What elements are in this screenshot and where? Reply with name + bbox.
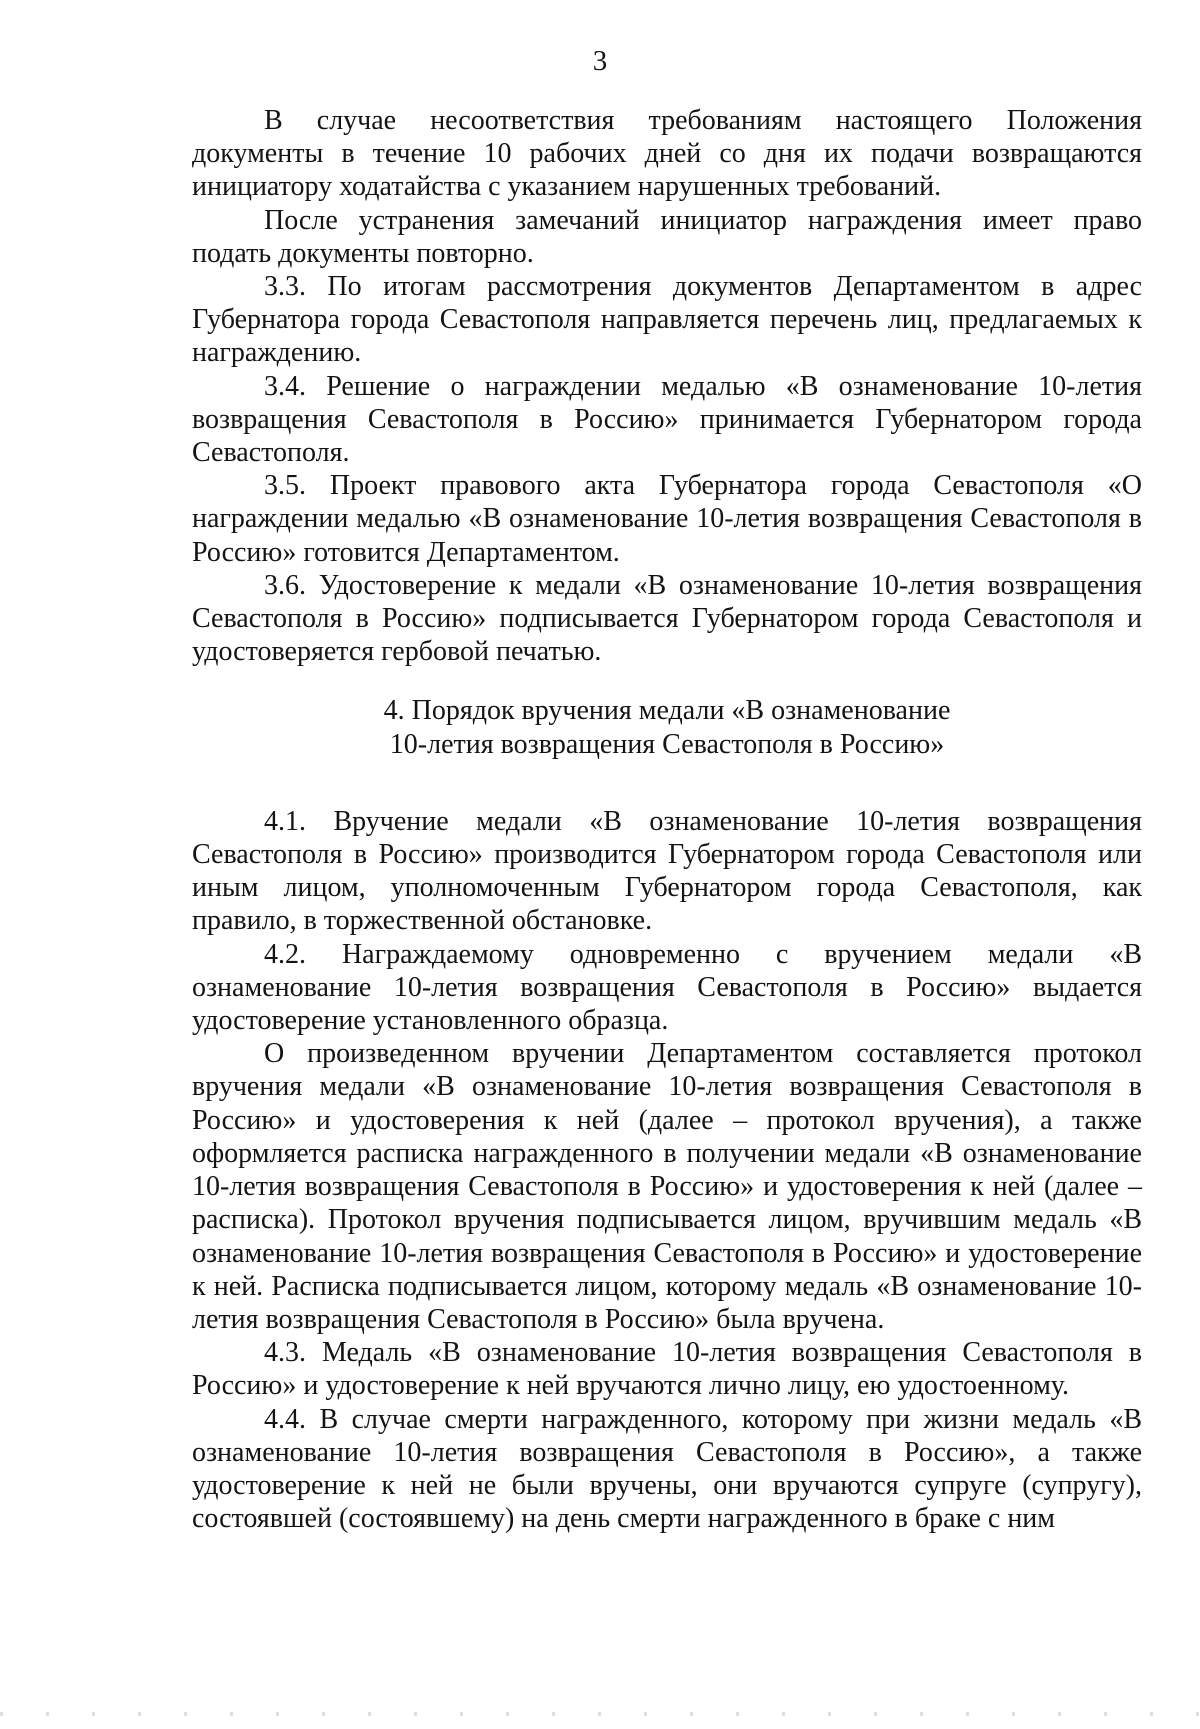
document-body [192,104,1142,1535]
paragraph-4-2-protocol: О произведенном вручении Департаментом составляется протокол вручения медали «В ознаменование 10-летия возвращения Севастополя в Россию» и удостоверения к ней (далее – протокол вручения), а также оформляется расписка награжденного в получении медали «В ознаменование 10-летия возвращения Севастополя в Россию» и удостоверения к ней (далее – расписка). Протокол вручения подписывается лицом, вручившим медаль «В ознаменование 10-летия возвращения Севастополя в Россию» и удостоверение к ней. Расписка подписывается лицом, которому медаль «В ознаменование 10-летия возвращения Севастополя в Россию» была вручена. [192,1038,1142,1335]
section-heading-line-2: 10-летия возвращения Севастополя в Россию» [389,728,945,760]
paragraph-4-4: 4.4. В случае смерти награжденного, которому при жизни медаль «В ознаменование 10-летия возвращения Севастополя в Россию», а также удостоверение к ней не были вручены, они вручаются супруге (супругу), состоявшей (состоявшему) на день смерти награжденного в браке с ним [192,1403,1142,1535]
paragraph-4-1: 4.1. Вручение медали «В ознаменование 10-летия возвращения Севастополя в Россию» производится Губернатором города Севастополя или иным лицом, уполномоченным Губернатором города Севастополя, как правило, в торжественной обстановке. [192,805,1142,937]
paragraph-3-6: 3.6. Удостоверение к медали «В ознаменование 10-летия возвращения Севастополя в Россию» подписывается Губернатором города Севастополя и удостоверяется гербовой печатью. [192,569,1142,668]
scan-edge-artifact [0,1712,1200,1716]
section-heading-4 [192,694,1142,760]
paragraph-3-3: 3.3. По итогам рассмотрения документов Департаментом в адрес Губернатора города Севастополя направляется перечень лиц, предлагаемых к награждению. [192,271,1142,369]
paragraph-resubmission: После устранения замечаний инициатор награждения имеет право подать документы повторно. [192,204,1142,269]
paragraph-3-5: 3.5. Проект правового акта Губернатора города Севастополя «О награждении медалью «В ознаменование 10-летия возвращения Севастополя в Россию» готовится Департаментом. [192,470,1142,568]
paragraph-document-return: В случае несоответствия требованиям настоящего Положения документы в течение 10 рабочих дней со дня их подачи возвращаются инициатору ходатайства с указанием нарушенных требований. [192,105,1142,203]
paragraph-4-3: 4.3. Медаль «В ознаменование 10-летия возвращения Севастополя в Россию» и удостоверение к ней вручаются лично лицу, ею удостоенному. [192,1337,1142,1402]
paragraph-4-2: 4.2. Награждаемому одновременно с вручением медали «В ознаменование 10-летия возвращения Севастополя в Россию» выдается удостоверение установленного образца. [192,938,1142,1037]
section-heading-line-1: 4. Порядок вручения медали «В ознаменование [383,695,951,727]
paragraph-3-4: 3.4. Решение о награждении медалью «В ознаменование 10-летия возвращения Севастополя в Россию» принимается Губернатором города Севастополя. [192,370,1142,469]
page-number: 3 [592,45,608,77]
